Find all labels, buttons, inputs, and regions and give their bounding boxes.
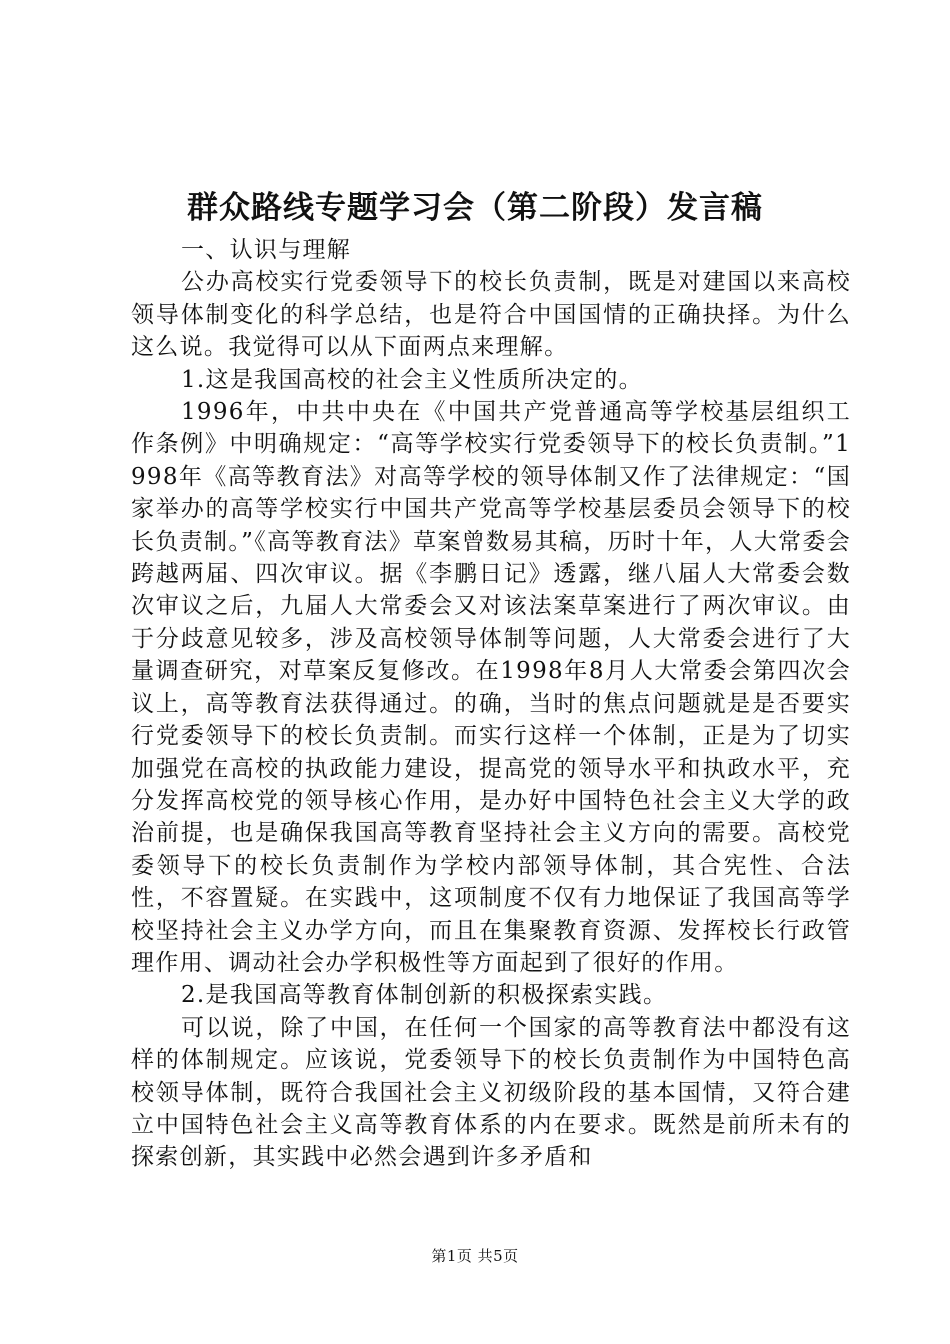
paragraph: 1996年，中共中央在《中国共产党普通高等学校基层组织工作条例》中明确规定：“高等学校实行党委领导下的校长负责制。”1998年《高等教育法》对高等学校的领导体制又作了法律规定：“国家举办的高等学校实行中国共产党高等学校基层委员会领导下的校长负责制。”《高等教育法》草案曾数易其稿，历时十年，人大常委会跨越两届、四次审议。据《李鹏日记》透露，继八届人大常委会数次审议之后，九届人大常委会又对该法案草案进行了两次审议。由于分歧意见较多，涉及高校领导体制等问题，人大常委会进行了大量调查研究，对草案反复修改。在1998年8月人大常委会第四次会议上，高等教育法获得通过。的确，当时的焦点问题就是是否要实行党委领导下的校长负责制。而实行这样一个体制，正是为了切实加强党在高校的执政能力建设，提高党的领导水平和执政水平，充分发挥高校党的领导核心作用，是办好中国特色社会主义大学的政治前提，也是确保我国高等教育坚持社会主义方向的需要。高校党委领导下的校长负责制作为学校内部领导体制，其合宪性、合法性，不容置疑。在实践中，这项制度不仅有力地保证了我国高等学校坚持社会主义办学方向，而且在集聚教育资源、发挥校长行政管理作用、调动社会办学积极性等方面起到了很好的作用。 — [131, 399, 851, 976]
document-body — [131, 234, 851, 1174]
paragraph: 可以说，除了中国，在任何一个国家的高等教育法中都没有这样的体制规定。应该说，党委领导下的校长负责制作为中国特色高校领导体制，既符合我国社会主义初级阶段的基本国情，又符合建立中国特色社会主义高等教育体系的内在要求。既然是前所未有的探索创新，其实践中必然会遇到许多矛盾和 — [131, 1014, 851, 1171]
page-number-footer: 第1页 共5页 — [431, 1247, 519, 1265]
subsection-heading: 2.是我国高等教育体制创新的积极探索实践。 — [181, 982, 668, 1009]
document-title: 群众路线专题学习会（第二阶段）发言稿 — [187, 190, 763, 226]
section-heading: 一、认识与理解 — [181, 237, 352, 263]
paragraph: 公办高校实行党委领导下的校长负责制，既是对建国以来高校领导体制变化的科学总结，也是符合中国国情的正确抉择。为什么这么说。我觉得可以从下面两点来理解。 — [131, 269, 851, 361]
subsection-heading: 1.这是我国高校的社会主义性质所决定的。 — [181, 366, 643, 393]
